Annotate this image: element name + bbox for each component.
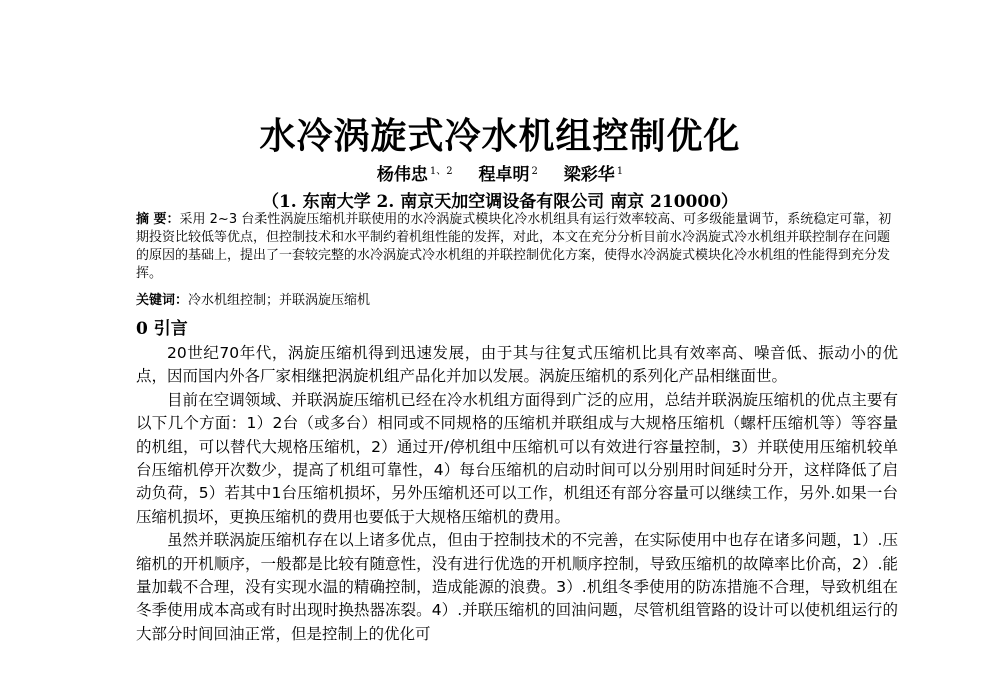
paper-title: 水冷涡旋式冷水机组控制优化 [259,116,741,157]
author-affil-mark: 1、2 [429,166,453,177]
abstract-label: 摘 要： [136,212,180,227]
abstract-text: 采用 2~3 台柔性涡旋压缩机并联使用的水冷涡旋式模块化冷水机组具有运行效率较高、可多级能量调节，系统稳定可靠，初期投资比较低等优点，但控制技术和水平制约着机组性能的发挥，对此，本文在充分分析目前水冷涡旋式冷水机组并联控制存在问题的原因的基础上，提出了一套较完整的水冷涡旋式冷水机组的并联控制优化方案，使得水冷涡旋式模块化冷水机组的性能得到充分发挥。 [136,212,892,281]
paragraph: 虽然并联涡旋压缩机存在以上诸多优点，但由于控制技术的不完善，在实际使用中也存在诸多问题，1）.压缩机的开机顺序，一般都是比较有随意性，没有进行优选的开机顺序控制，导致压缩机的故障率比价高，2）.能量加载不合理，没有实现水温的精确控制，造成能源的浪费。3）.机组冬季使用的防冻措施不合理，导致机组在冬季使用成本高或有时出现时换热器冻裂。4）.并联压缩机的回油问题，尽管机组管路的设计可以使机组运行的大部分时间回油正常，但是控制上的优化可 [136,531,898,643]
abstract [136,211,896,283]
author-name: 程卓明 [478,165,530,185]
body-text [136,342,898,646]
keywords-text: 冷水机组控制；并联涡旋压缩机 [188,293,371,308]
author-name: 梁彩华 [563,165,615,185]
affiliation: （1. 东南大学 2. 南京天加空调设备有限公司 南京 210000） [261,192,739,212]
paragraph: 20世纪70年代，涡旋压缩机得到迅速发展，由于其与往复式压缩机比具有效率高、噪音低、振动小的优点，因而国内外各厂家相继把涡旋机组产品化并加以发展。涡旋压缩机的系列化产品相继面世。 [136,344,898,386]
keywords [136,292,896,310]
author [478,165,537,185]
keywords-label: 关键词： [136,293,189,308]
author [564,165,623,185]
paragraph: 目前在空调领域、并联涡旋压缩机已经在冷水机组方面得到广泛的应用，总结并联涡旋压缩机的优点主要有以下几个方面：1）2台（或多台）相同或不同规格的压缩机并联组成与大规格压缩机（螺杆压缩机等）等容量的机组，可以替代大规格压缩机，2）通过开/停机组中压缩机可以有效进行容量控制，3）并联使用压缩机较单台压缩机停开次数少，提高了机组可靠性，4）每台压缩机的启动时间可以分别用时间延时分开，这样降低了启动负荷，5）若其中1台压缩机损坏，另外压缩机还可以工作，机组还有部分容量可以继续工作，另外.如果一台压缩机损坏，更换压缩机的费用也要低于大规格压缩机的费用。 [136,390,898,526]
author-affil-mark: 1 [616,166,624,177]
author-line [0,160,1000,185]
author-affil-mark: 2 [531,166,538,177]
section-heading: 0 引言 [136,319,188,339]
author [377,165,453,185]
author-name: 杨伟忠 [376,165,428,185]
